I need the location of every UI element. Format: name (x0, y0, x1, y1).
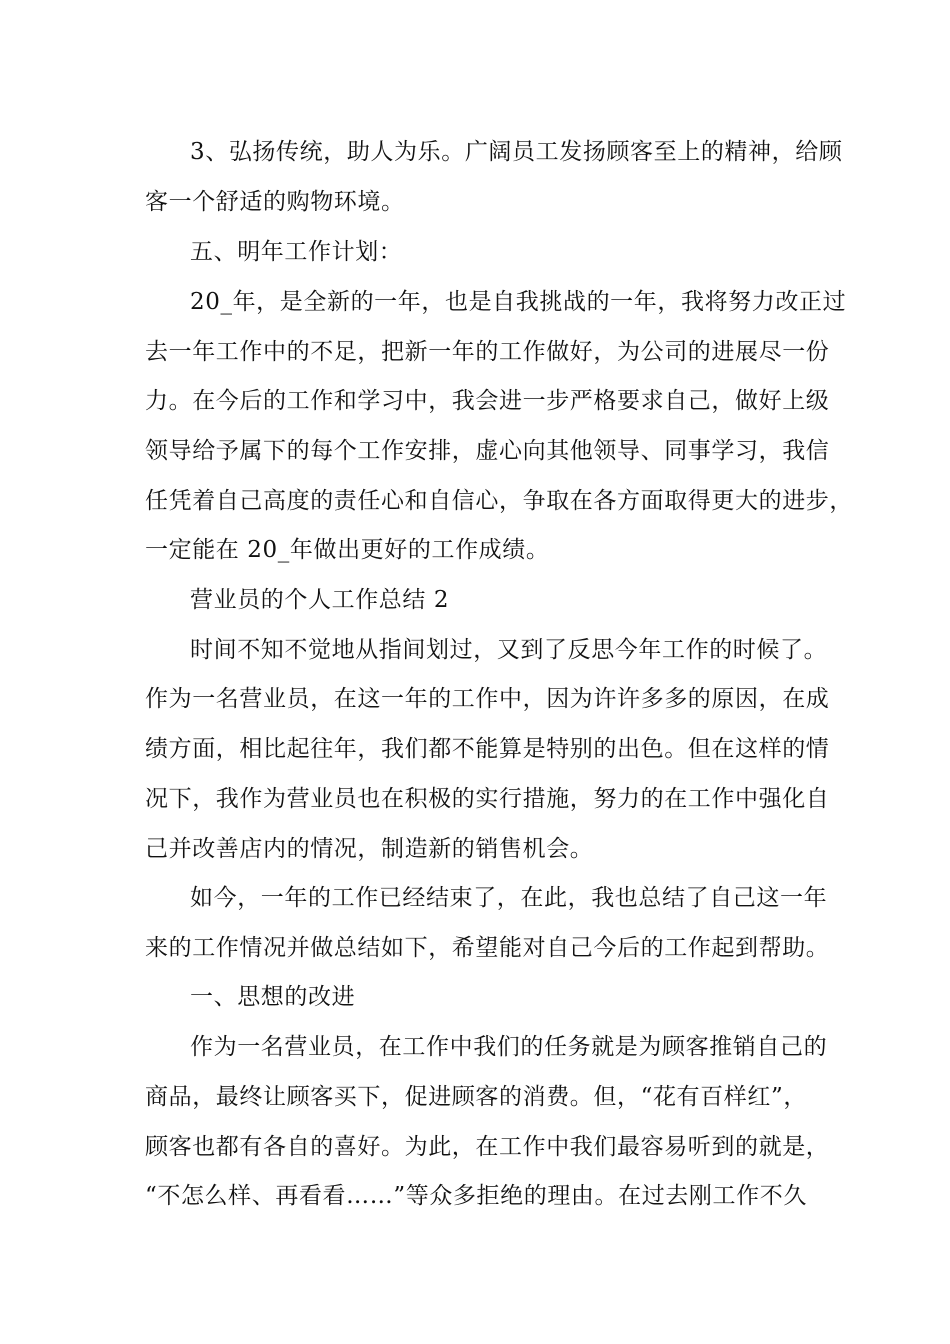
text-line: 去一年工作中的不足，把新一年的工作做好，为公司的进展尽一份 (145, 339, 830, 365)
text-line: 一定能在 20_年做出更好的工作成绩。 (145, 537, 550, 563)
section-heading: 一、思想的改进 (190, 984, 356, 1010)
section-title: 营业员的个人工作总结 2 (190, 587, 450, 613)
text-line: “不怎么样、再看看……”等众多拒绝的理由。在过去刚工作不久 (145, 1183, 807, 1209)
section-heading: 五、明年工作计划： (190, 239, 403, 265)
text-line: 任凭着自己高度的责任心和自信心，争取在各方面取得更大的进步， (145, 488, 853, 514)
text-line: 客一个舒适的购物环境。 (145, 189, 405, 215)
text-line: 己并改善店内的情况，制造新的销售机会。 (145, 836, 594, 862)
text-line: 如今，一年的工作已经结束了，在此，我也总结了自己这一年 (190, 885, 828, 911)
text-line: 况下，我作为营业员也在积极的实行措施，努力的在工作中强化自 (145, 786, 830, 812)
text-line: 顾客也都有各自的喜好。为此，在工作中我们最容易听到的就是， (145, 1134, 830, 1160)
text-line: 作为一名营业员，在这一年的工作中，因为许许多多的原因，在成 (145, 686, 830, 712)
text-line: 作为一名营业员，在工作中我们的任务就是为顾客推销自己的 (190, 1034, 828, 1060)
text-line: 20_年，是全新的一年，也是自我挑战的一年，我将努力改正过 (190, 289, 847, 315)
text-line: 绩方面，相比起往年，我们都不能算是特别的出色。但在这样的情 (145, 736, 830, 762)
text-line: 力。在今后的工作和学习中，我会进一步严格要求自己，做好上级 (145, 388, 830, 414)
text-line: 3、弘扬传统，助人为乐。广阔员工发扬顾客至上的精神，给顾 (190, 139, 843, 165)
text-line: 时间不知不觉地从指间划过，又到了反思今年工作的时候了。 (190, 637, 828, 663)
text-line: 商品，最终让顾客买下，促进顾客的消费。但，“花有百样红”， (145, 1084, 807, 1110)
text-line: 来的工作情况并做总结如下，希望能对自己今后的工作起到帮助。 (145, 935, 830, 961)
text-line: 领导给予属下的每个工作安排，虚心向其他领导、同事学习，我信 (145, 438, 830, 464)
